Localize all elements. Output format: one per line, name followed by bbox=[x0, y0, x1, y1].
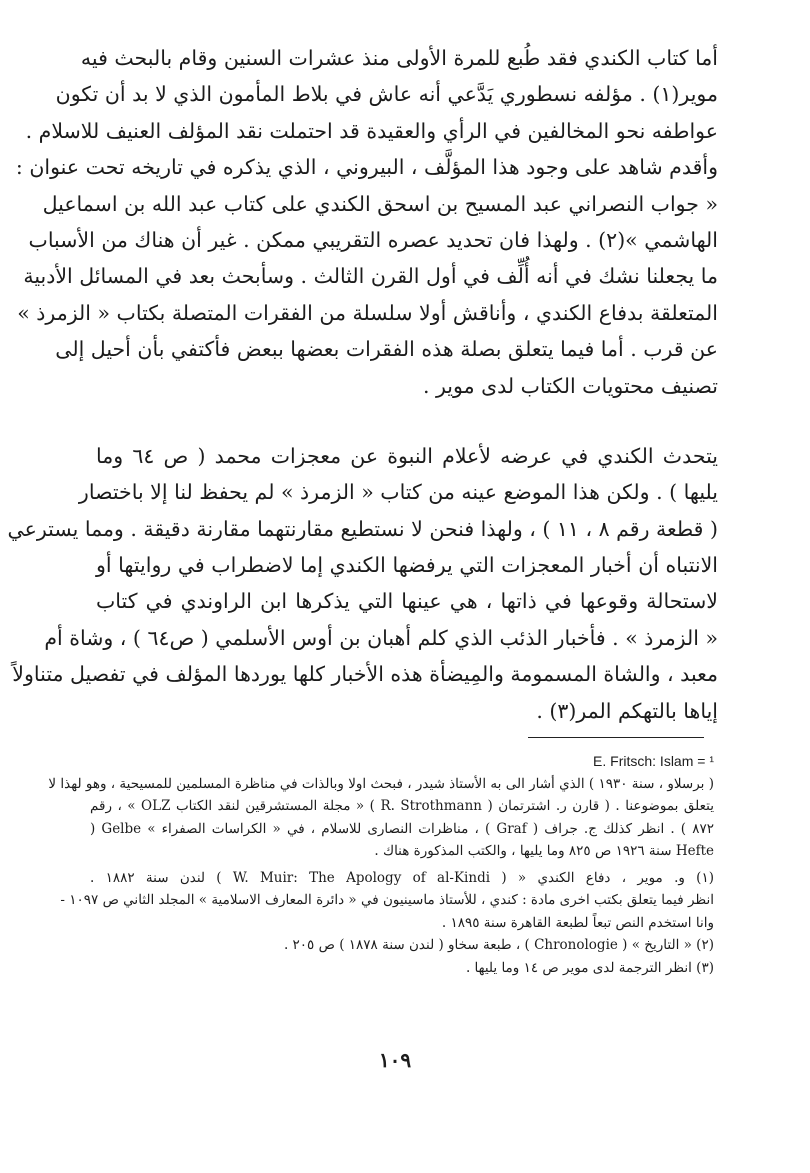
text-line: لاستحالة وقوعها في ذاتها ، هي عينها التي يذكرها ابن الراوندي في كتاب bbox=[96, 589, 718, 614]
text-line: ما يجعلنا نشك في أنه أُلِّف في أول القرن الثالث . وسأبحث بعد في المسائل الأدبية bbox=[23, 264, 718, 289]
footnote-line: Hefte سنة ١٩٢٦ ص ٨٢٥ وما يليها ، والكتب المذكورة هناك . bbox=[374, 843, 714, 859]
text-line: إياها بالتهكم المر(٣) . bbox=[536, 698, 718, 723]
text-line: معبد ، والشاة المسمومة والمِيضأة هذه الأخبار كلها يوردها المؤلف في تفصيل متناولاً bbox=[12, 662, 718, 687]
footnote-line: (١) و. موير ، دفاع الكندي « ( W. Muir: The Apology of al-Kindi ) لندن سنة ١٨٨٢ . bbox=[90, 869, 714, 886]
text-line: الانتباه أن أخبار المعجزات التي يرفضها الكندي إما لاضطراب في روايتها أو bbox=[96, 553, 718, 578]
main-text bbox=[7, 40, 718, 729]
text-line: وأقدم شاهد على وجود هذا المؤلَّف ، البيروني ، الذي يذكره في تاريخه تحت عنوان : bbox=[15, 155, 718, 180]
footnote-line: (٢) « التاريخ » ( Chronologie ) ، طبعة سخاو ( لندن سنة ١٨٧٨ ) ص ٢٠٥ . bbox=[283, 937, 714, 953]
paragraph bbox=[15, 40, 718, 404]
text-line: عواطفه نحو المخالفين في الرأي والعقيدة قد احتملت نقد المؤلف العنيف للاسلام . bbox=[25, 118, 718, 143]
text-line: يليها ) . ولكن هذا الموضع عينه من كتاب « الزمرذ » لم يحفظ لنا إلا باختصار bbox=[78, 480, 718, 505]
footnotes bbox=[48, 750, 714, 979]
text-line: تصنيف محتويات الكتاب لدى موير . bbox=[422, 373, 718, 398]
text-line: ( قطعة رقم ٨ ، ١١ ) ، ولهذا فنحن لا نستطيع مقارنتهما مقارنة دقيقة . ومما يسترعي bbox=[7, 516, 718, 541]
text-line: « جواب النصراني عبد المسيح بن اسحق الكندي على كتاب عبد الله بن اسماعيل bbox=[42, 191, 718, 216]
footnote-line: يتعلق بموضوعنا . ( قارن ر. اشترتمان ( R. Strothmann ) « مجلة المستشرقين لنقد الكتاب OLZ » ، رقم bbox=[90, 798, 714, 814]
footnote-line: E. Fritsch: Islam = ¹ bbox=[593, 753, 714, 769]
footnote-line: ٨٧٢ ) . انظر كذلك ج. جراف ( Graf ) ، مناظرات النصارى للاسلام ، في « الكراسات الصفراء » Gelbe ( bbox=[90, 820, 714, 837]
text-line: عن قرب . أما فيما يتعلق بصلة هذه الفقرات بعضها ببعض فأكتفي بأن أحيل إلى bbox=[55, 337, 718, 362]
paragraph bbox=[7, 438, 718, 729]
text-line: المتعلقة بدفاع الكندي ، وأناقش أولا سلسلة من الفقرات المتصلة بكتاب « الزمرذ » bbox=[17, 300, 718, 325]
text-line: يتحدث الكندي في عرضه لأعلام النبوة عن معجزات محمد ( ص ٦٤ وما bbox=[96, 443, 718, 468]
page-number: ١٠٩ bbox=[378, 1048, 412, 1072]
footnote-line: (٣) انظر الترجمة لدى موير ص ١٤ وما يليها . bbox=[465, 959, 714, 976]
paragraph-gap bbox=[96, 404, 718, 438]
footnote-separator bbox=[528, 737, 704, 738]
footnote-line: وانا استخدم النص تبعاً لطبعة القاهرة سنة ١٨٩٥ . bbox=[441, 914, 714, 931]
text-line: أما كتاب الكندي فقد طُبع للمرة الأولى منذ عشرات السنين وقام بالبحث فيه bbox=[80, 46, 718, 70]
text-line: « الزمرذ » . فأخبار الذئب الذي كلم أهبان بن أوس الأسلمي ( ص٦٤ ) ، وشاة أم bbox=[44, 625, 718, 650]
footnote-line: ( برسلاو ، سنة ١٩٣٠ ) الذي أشار الى به الأستاذ شيدر ، فبحث اولا وبالذات في مناظرة المسلمين للمسيحية ، وهو لهذا لا bbox=[48, 775, 714, 792]
text-line: موير(١) . مؤلفه نسطوري يَدَّعي أنه عاش في بلاط المأمون الذي لا بد أن تكون bbox=[55, 82, 718, 107]
text-line: الهاشمي »(٢) . ولهذا فان تحديد عصره التقريبي ممكن . غير أن هناك من الأسباب bbox=[28, 227, 718, 252]
footnote-line: انظر فيما يتعلق بكتب اخرى مادة : كندي ، للأستاذ ماسينيون في « دائرة المعارف الاسلامية » المجلد الثاني ص ١٠٩٧ - bbox=[60, 892, 714, 908]
